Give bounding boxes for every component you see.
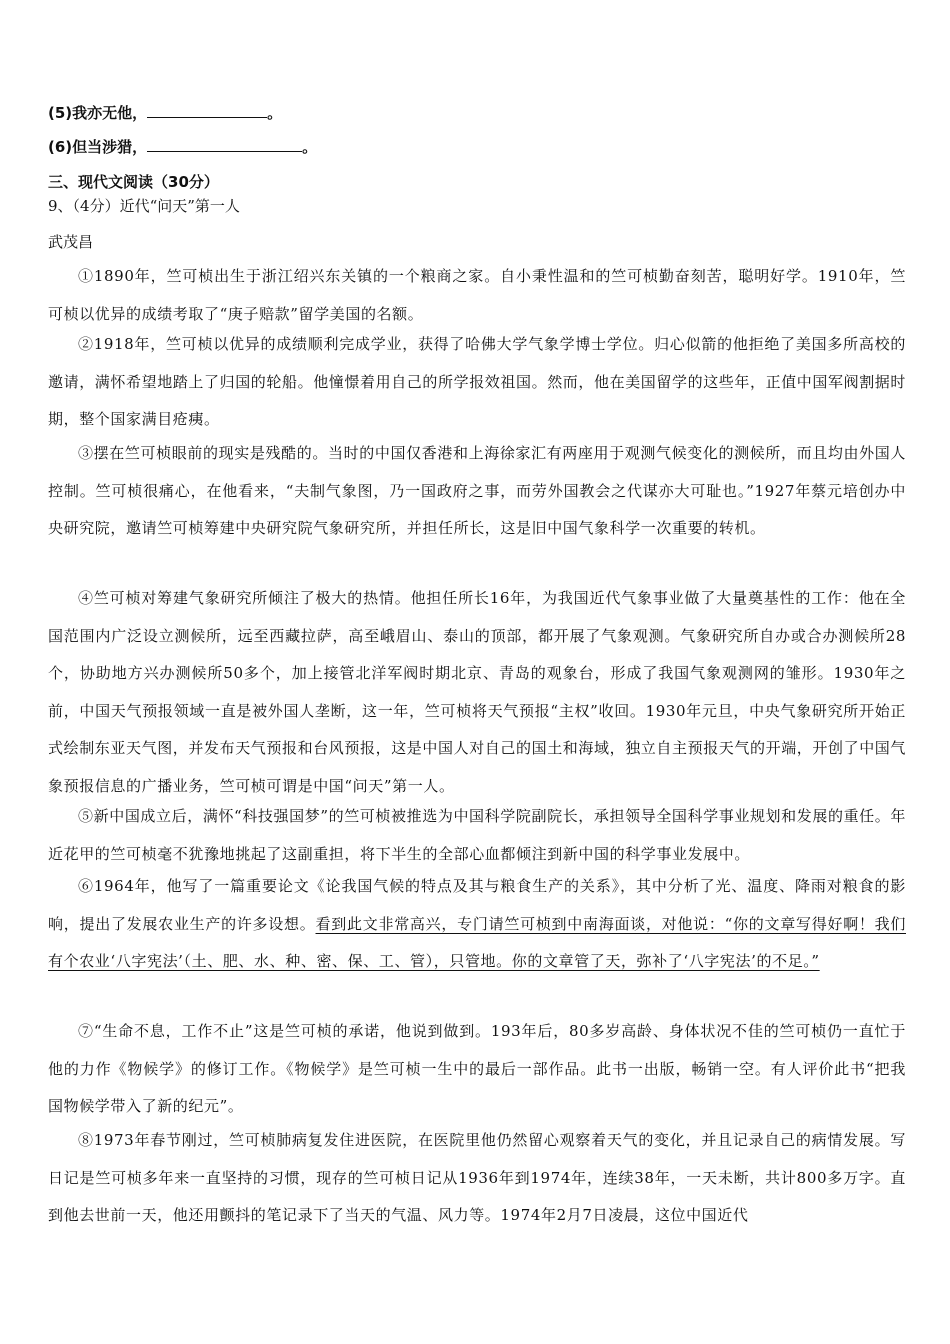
- paragraph-5: ⑤新中国成立后，满怀“科技强国梦”的竺可桢被推选为中国科学院副院长，承担领导全国科学事业规划和发展的重任。年近花甲的竺可桢毫不犹豫地挑起了这副重担，将下半生的全部心血都倾注到新中国的科学事业发展中。: [48, 807, 906, 863]
- answer-blank[interactable]: [147, 103, 267, 118]
- fill-item-text: (5)我亦无他，: [48, 104, 148, 122]
- fill-item-text: (6)但当涉猎，: [48, 138, 148, 156]
- answer-blank[interactable]: [147, 137, 302, 152]
- paragraph-7: ⑦“生命不息，工作不止”这是竺可桢的承诺，他说到做到。193年后，80多岁高龄、身体状况不佳的竺可桢仍一直忙于他的力作《物候学》的修订工作。《物候学》是竺可桢一生中的最后一部作品。此书一出版，畅销一空。有人评价此书“把我国物候学带入了新的纪元”。: [48, 1022, 906, 1115]
- paragraph-3: ③摆在竺可桢眼前的现实是残酷的。当时的中国仅香港和上海徐家汇有两座用于观测气候变化的测候所，而且均由外国人控制。竺可桢很痛心，在他看来，“夫制气象图，乃一国政府之事，而劳外国教会之代谋亦大可耻也。”1927年蔡元培创办中央研究院，邀请竺可桢筹建中央研究院气象研究所，并担任所长，这是旧中国气象科学一次重要的转机。: [48, 444, 906, 537]
- fill-blank-item-6: [48, 137, 317, 157]
- fill-item-suffix: 。: [302, 138, 318, 156]
- paragraph-6: [48, 868, 906, 981]
- underlined-passage: 看到此文非常高兴，专门请竺可桢到中南海面谈，对他说：“你的文章写得好啊！我们有个农业‘八字宪法’（土、肥、水、种、密、保、工、管），只管地。你的文章管了天，弥补了‘八字宪法’的不足。”: [48, 914, 906, 970]
- paragraph-6-text: ⑥1964年，他写了一篇重要论文《论我国气候的特点及其与粮食生产的关系》，其中分析了光、温度、降雨对粮食的影响，提出了发展农业生产的许多设想。: [48, 877, 906, 933]
- paragraph-8: ⑧1973年春节刚过，竺可桢肺病复发住进医院，在医院里他仍然留心观察着天气的变化，并且记录自己的病情发展。写日记是竺可桢多年来一直坚持的习惯，现存的竺可桢日记从1936年到1974年，连续38年，一天未断，共计800多万字。直到他去世前一天，他还用颤抖的笔记录下了当天的气温、风力等。1974年2月7日凌晨，这位中国近代: [48, 1131, 906, 1224]
- question-title: 9、（4分）近代“问天”第一人: [48, 197, 240, 215]
- fill-item-suffix: 。: [267, 104, 283, 122]
- paragraph-2: ②1918年，竺可桢以优异的成绩顺利完成学业，获得了哈佛大学气象学博士学位。归心似箭的他拒绝了美国多所高校的邀请，满怀希望地踏上了归国的轮船。他憧憬着用自己的所学报效祖国。然而，他在美国留学的这些年，正值中国军阀割据时期，整个国家满目疮痍。: [48, 335, 907, 428]
- article-author: 武茂昌: [48, 233, 94, 251]
- paragraph-4: ④竺可桢对筹建气象研究所倾注了极大的热情。他担任所长16年，为我国近代气象事业做了大量奠基性的工作：他在全国范围内广泛设立测候所，远至西藏拉萨，高至峨眉山、泰山的顶部，都开展了气象观测。气象研究所自办或合办测候所28个，协助地方兴办测候所50多个，加上接管北洋军阀时期北京、青岛的观象台，形成了我国气象观测网的雏形。1930年之前，中国天气预报领域一直是被外国人垄断，这一年，竺可桢将天气预报“主权”收回。1930年元旦，中央气象研究所开始正式绘制东亚天气图，并发布天气预报和台风预报，这是中国人对自己的国土和海域，独立自主预报天气的开端，开创了中国气象预报信息的广播业务，竺可桢可谓是中国“问天”第一人。: [48, 589, 907, 795]
- fill-blank-item-5: [48, 103, 282, 123]
- paragraph-1: ①1890年，竺可桢出生于浙江绍兴东关镇的一个粮商之家。自小秉性温和的竺可桢勤奋刻苦，聪明好学。1910年，竺可桢以优异的成绩考取了“庚子赔款”留学美国的名额。: [48, 267, 906, 323]
- section-heading: 三、现代文阅读（30分）: [48, 173, 219, 191]
